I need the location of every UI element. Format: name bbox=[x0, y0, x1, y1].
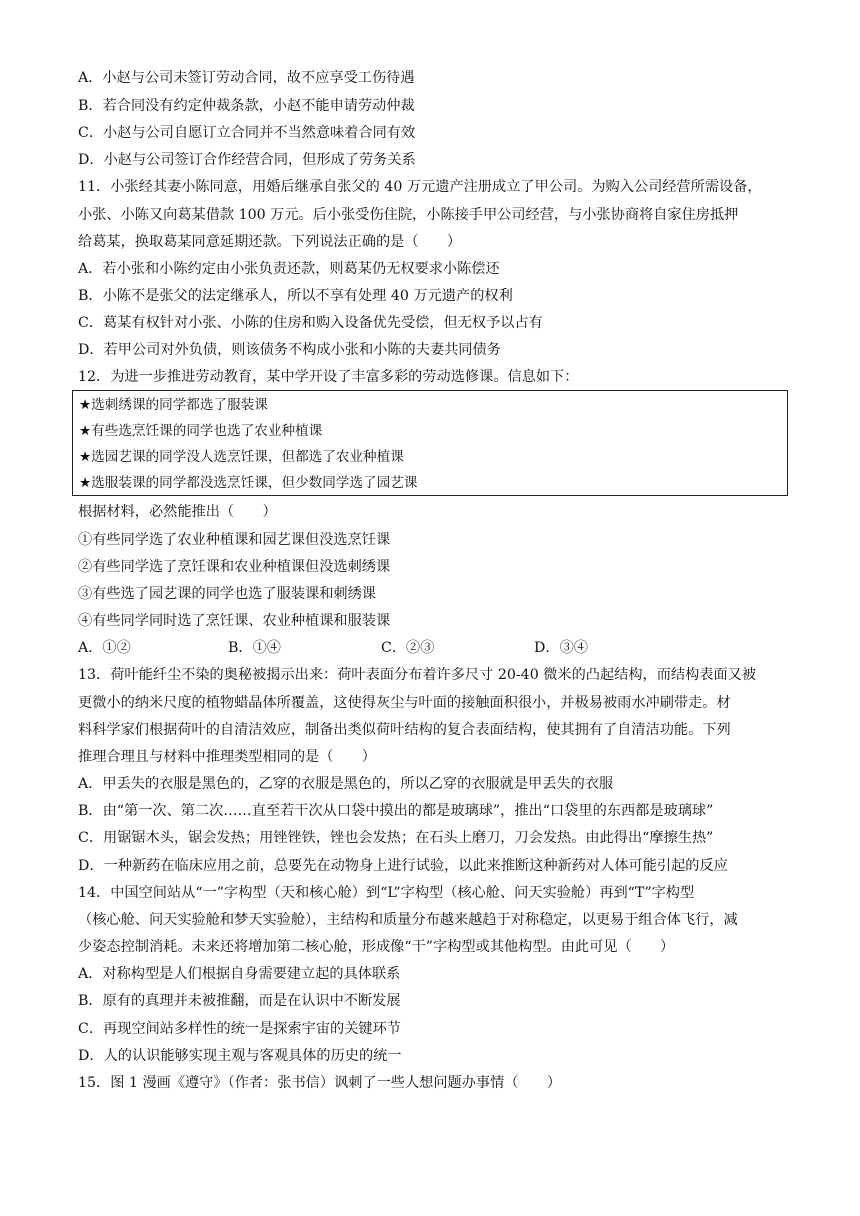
q14-stem-line-1: 14．中国空间站从“一”字构型（天和核心舱）到“L”字构型（核心舱、问天实验舱）再到“T”字构型 bbox=[78, 885, 695, 901]
q10-option-b: B．若合同没有约定仲裁条款，小赵不能申请劳动仲裁 bbox=[78, 98, 415, 114]
q13-stem-line-2: 更微小的纳米尺度的植物蜡晶体所覆盖，这使得灰尘与叶面的接触面积很小，并极易被雨水冲刷带走。材 bbox=[78, 695, 731, 711]
q11-stem-line-1: 11．小张经其妻小陈同意，用婚后继承自张父的 40 万元遗产注册成立了甲公司。为购入公司经营所需设备， bbox=[78, 179, 762, 195]
q12-statement-2: ②有些同学选了烹饪课和农业种植课但没选刺绣课 bbox=[78, 559, 391, 575]
q13-option-d: D．一种新药在临床应用之前，总要先在动物身上进行试验，以此来推断这种新药对人体可能引起的反应 bbox=[78, 858, 728, 874]
q11-stem-line-2: 小张、小陈又向葛某借款 100 万元。后小张受伤住院，小陈接手甲公司经营，与小张协商将自家住房抵押 bbox=[78, 207, 739, 223]
q12-box-line-1: ★选刺绣课的同学都选了服装课 bbox=[79, 397, 268, 413]
q12-choice-b: B．①④ bbox=[228, 640, 281, 656]
q10-option-d: D．小赵与公司签订合作经营合同，但形成了劳务关系 bbox=[78, 152, 416, 168]
q15-stem: 15．图 1 漫画《遵守》（作者：张书信）讽刺了一些人想问题办事情（ ） bbox=[78, 1075, 562, 1091]
q12-choice-d: D．③④ bbox=[534, 640, 588, 656]
q14-option-d: D．人的认识能够实现主观与客观具体的历史的统一 bbox=[78, 1048, 402, 1064]
q11-option-b: B．小陈不是张父的法定继承人，所以不享有处理 40 万元遗产的权利 bbox=[78, 288, 513, 304]
q11-option-a: A．若小张和小陈约定由小张负责还款，则葛某仍无权要求小陈偿还 bbox=[78, 261, 500, 277]
q13-stem-line-3: 料科学家们根据荷叶的自清洁效应，制备出类似荷叶结构的复合表面结构，使其拥有了自清洁功能。下列 bbox=[78, 722, 731, 738]
q12-statement-4: ④有些同学同时选了烹饪课、农业种植课和服装课 bbox=[78, 613, 391, 629]
q12-prompt: 根据材料，必然能推出（ ） bbox=[78, 504, 277, 520]
q12-choice-c: C．②③ bbox=[381, 640, 435, 656]
q13-option-b: B．由“第一次、第二次……直至若干次从口袋中摸出的都是玻璃球”，推出“口袋里的东西都是玻璃球” bbox=[78, 803, 714, 819]
q14-stem-line-3: 少姿态控制消耗。未来还将增加第二核心舱，形成像“干”字构型或其他构型。由此可见（ ） bbox=[78, 939, 675, 955]
q11-option-c: C．葛某有权针对小张、小陈的住房和购入设备优先受偿，但无权予以占有 bbox=[78, 315, 543, 331]
q12-box-line-2: ★有些选烹饪课的同学也选了农业种植课 bbox=[79, 423, 323, 439]
q13-stem-line-1: 13．荷叶能纤尘不染的奥秘被揭示出来：荷叶表面分布着许多尺寸 20-40 微米的凸起结构，而结构表面又被 bbox=[78, 667, 757, 683]
q13-option-c: C．用锯锯木头，锯会发热；用锉锉铁，锉也会发热；在石头上磨刀，刀会发热。由此得出“摩擦生热” bbox=[78, 830, 714, 846]
q12-choice-a: A．①② bbox=[78, 640, 131, 656]
q11-stem-line-3: 给葛某，换取葛某同意延期还款。下列说法正确的是（ ） bbox=[78, 234, 462, 250]
q14-option-c: C．再现空间站多样性的统一是探索宇宙的关键环节 bbox=[78, 1021, 401, 1037]
q12-info-box bbox=[72, 390, 788, 496]
q12-box-line-3: ★选园艺课的同学没人选烹饪课，但都选了农业种植课 bbox=[79, 449, 404, 465]
q11-option-d: D．若甲公司对外负债，则该债务不构成小张和小陈的夫妻共同债务 bbox=[78, 342, 501, 358]
q13-stem-line-4: 推理合理且与材料中推理类型相同的是（ ） bbox=[78, 749, 376, 765]
q14-option-a: A．对称构型是人们根据自身需要建立起的具体联系 bbox=[78, 966, 401, 982]
q14-option-b: B．原有的真理并未被推翻，而是在认识中不断发展 bbox=[78, 993, 401, 1009]
q12-statement-3: ③有些选了园艺课的同学也选了服装课和刺绣课 bbox=[78, 586, 376, 602]
q13-option-a: A．甲丢失的衣服是黑色的，乙穿的衣服是黑色的，所以乙穿的衣服就是甲丢失的衣服 bbox=[78, 776, 614, 792]
q10-option-c: C．小赵与公司自愿订立合同并不当然意味着合同有效 bbox=[78, 125, 416, 141]
q14-stem-line-2: （核心舱、问天实验舱和梦天实验舱），主结构和质量分布越来越趋于对称稳定，以更易于组合体飞行，减 bbox=[78, 912, 738, 928]
q12-stem: 12．为进一步推进劳动教育，某中学开设了丰富多彩的劳动选修课。信息如下： bbox=[78, 369, 579, 385]
q12-statement-1: ①有些同学选了农业种植课和园艺课但没选烹饪课 bbox=[78, 532, 391, 548]
q10-option-a: A．小赵与公司未签订劳动合同，故不应享受工伤待遇 bbox=[78, 70, 415, 86]
q12-box-line-4: ★选服装课的同学都没选烹饪课，但少数同学选了园艺课 bbox=[79, 475, 418, 491]
